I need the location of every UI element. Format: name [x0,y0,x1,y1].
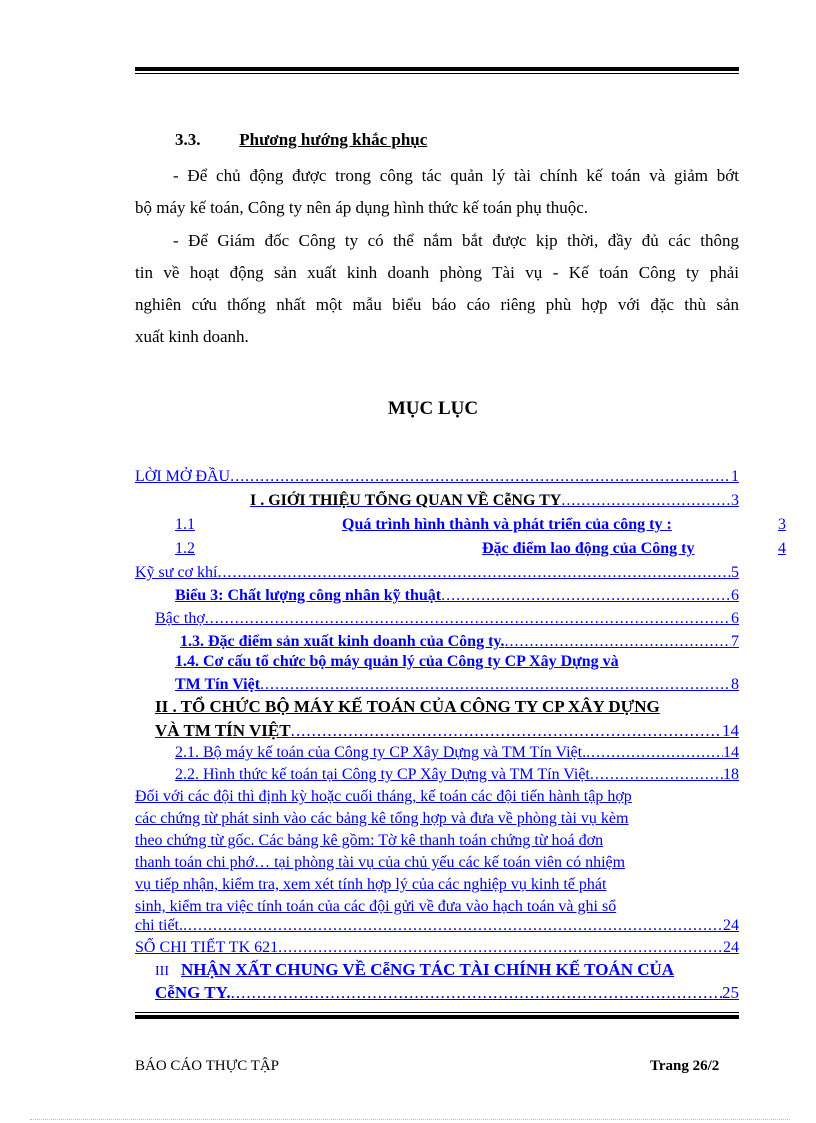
section-heading [175,130,427,150]
toc-entry-label: I . GIỚI THIỆU TỔNG QUAN VỀ CễNG TY [250,492,562,509]
toc-entry-label: Quá trình hình thành và phát triển của công ty : [342,516,672,533]
toc-entry-label: 1.3. Đặc điểm sản xuất kinh doanh của Công ty. [180,633,505,650]
toc-entry-bieu-3[interactable] [175,586,739,606]
toc-entry-part-3-line1[interactable] [155,959,674,983]
toc-entry-label-line: sinh, kiểm tra việc tính toán của các đội gửi về đưa vào hạch toán và ghi sổ [135,898,617,915]
toc-entry-1-4[interactable] [175,675,739,695]
toc-entry-label: CễNG TY. [155,983,231,1002]
toc-entry-label: SỔ CHI TIẾT TK 621 [135,939,279,956]
footer-report-title: BÁO CÁO THỰC TẬP [135,1058,280,1074]
toc-entry-page: 6 [731,610,739,627]
section-number: 3.3. [175,130,201,149]
toc-entry-so-chi-tiet[interactable] [135,938,739,958]
toc-entry-label-line: II . TỔ CHỨC BỘ MÁY KẾ TOÁN CỦA CÔNG TY CP XÂY DỰNG [155,697,660,716]
toc-entry-label-line: 1.4. Cơ cấu tổ chức bộ máy quản lý của Công ty CP Xây Dựng và [175,653,619,670]
toc-entry-1-4-line1[interactable] [175,651,619,673]
paragraph-1 [135,160,739,224]
toc-entry-ky-su[interactable] [135,563,739,583]
toc-entry-page: 1 [731,468,739,485]
toc-entry-number: III [155,964,169,979]
toc-entry-label: 2.2. Hình thức kế toán tại Công ty CP Xây Dựng và TM Tín Việt [175,766,590,783]
paragraph-line: bộ máy kế toán, Công ty nên áp dụng hình thức kế toán phụ thuộc. [135,198,589,217]
toc-entry-page: 6 [731,587,739,604]
toc-entry-label: TM Tín Việt [175,676,261,693]
paragraph-line: - Để chủ động được trong công tác quản lý tài chính kế toán và giảm bớt [173,166,739,185]
footer-page-number: Trang 26/2 [650,1058,720,1074]
toc-entry-page: 14 [723,744,739,761]
toc-entry-page: 25 [722,983,739,1002]
toc-entry-2-2[interactable] [175,765,739,785]
toc-entry-page: 14 [722,721,739,740]
toc-entry-loi-mo-dau[interactable] [135,467,739,487]
toc-entry-part-3[interactable] [155,983,739,1003]
toc-entry-label: VÀ TM TÍN VIỆT [155,721,291,740]
toc-entry-2-1[interactable] [175,743,739,763]
toc-entry-number: 1.1 [175,516,195,533]
toc-entry-part-2-line1[interactable] [155,696,660,718]
toc-entry-part-2[interactable] [155,721,739,741]
toc-entry-label: chi tiết. [135,917,183,934]
paragraph-line: - Để Giám đốc Công ty có thể nắm bắt được kịp thời, đầy đủ các thông [173,231,739,250]
toc-entry-chi-tiet[interactable] [135,916,739,936]
toc-entry-label: LỜI MỞ ĐẦU [135,468,231,485]
toc-entry-page: 24 [723,939,739,956]
toc-entry-label: Đặc điểm lao động của Công ty [482,540,695,557]
footer-rule [135,1012,739,1019]
section-title: Phương hướng khắc phục [239,130,428,149]
header-rule [135,67,739,74]
toc-entry-label-line: NHẬN XẤT CHUNG VỀ CễNG TÁC TÀI CHÍNH KẾ TOÁN CỦA [181,960,675,979]
toc-entry-doi-voi[interactable] [135,786,632,918]
toc-entry-page: 5 [731,564,739,581]
toc-entry-bac-tho[interactable] [155,609,739,629]
toc-entry-label-line: theo chứng từ gốc. Các bảng kê gồm: Tờ kê thanh toán chứng từ hoá đơn [135,832,604,849]
toc-entry-page: 7 [731,633,739,650]
toc-entry-label: Kỹ sư cơ khí [135,564,218,581]
toc-entry-label: Biểu 3: Chất lượng công nhân kỹ thuật [175,587,442,604]
toc-entry-page: 3 [731,492,739,509]
toc-entry-page: 3 [778,516,786,533]
paragraph-line: nghiên cứu thống nhất một mẫu biểu báo cáo riêng phù hợp với đặc thù sản [135,295,739,314]
toc-entry-1-1[interactable] [175,515,786,535]
toc-entry-label-line: Đối với các đội thì định kỳ hoặc cuối tháng, kế toán các đội tiến hành tập hợp [135,788,632,805]
toc-entry-label: Bậc thợ [155,610,205,627]
paragraph-2 [135,225,739,353]
toc-entry-label-line: các chứng từ phát sinh vào các bảng kê tổng hợp và đưa về phòng tài vụ kèm [135,810,629,827]
paragraph-line: tin về hoạt động sản xuất kinh doanh phòng Tài vụ - Kế toán Công ty phải [135,263,739,282]
toc-entry-1-2[interactable] [175,539,786,559]
toc-entry-number: 1.2 [175,540,195,557]
toc-title: MỤC LỤC [387,398,479,419]
paragraph-line: xuất kinh doanh. [135,327,249,346]
toc-entry-label-line: thanh toán chi phớ… tại phòng tài vụ của chủ yếu các kế toán viên có nhiệm [135,854,626,871]
toc-entry-label: 2.1. Bộ máy kế toán của Công ty CP Xây Dựng và TM Tín Việt. [175,744,587,761]
page-edge-divider [30,1119,790,1120]
toc-entry-label-line: vụ tiếp nhận, kiểm tra, xem xét tính hợp lý của các nghiệp vụ kinh tế phát [135,876,607,893]
toc-entry-page: 4 [778,540,786,557]
toc-entry-part-1[interactable] [155,491,739,511]
toc-entry-page: 24 [723,917,739,934]
toc-entry-page: 8 [731,676,739,693]
toc-entry-page: 18 [723,766,739,783]
toc-entry-1-3[interactable] [180,632,739,652]
